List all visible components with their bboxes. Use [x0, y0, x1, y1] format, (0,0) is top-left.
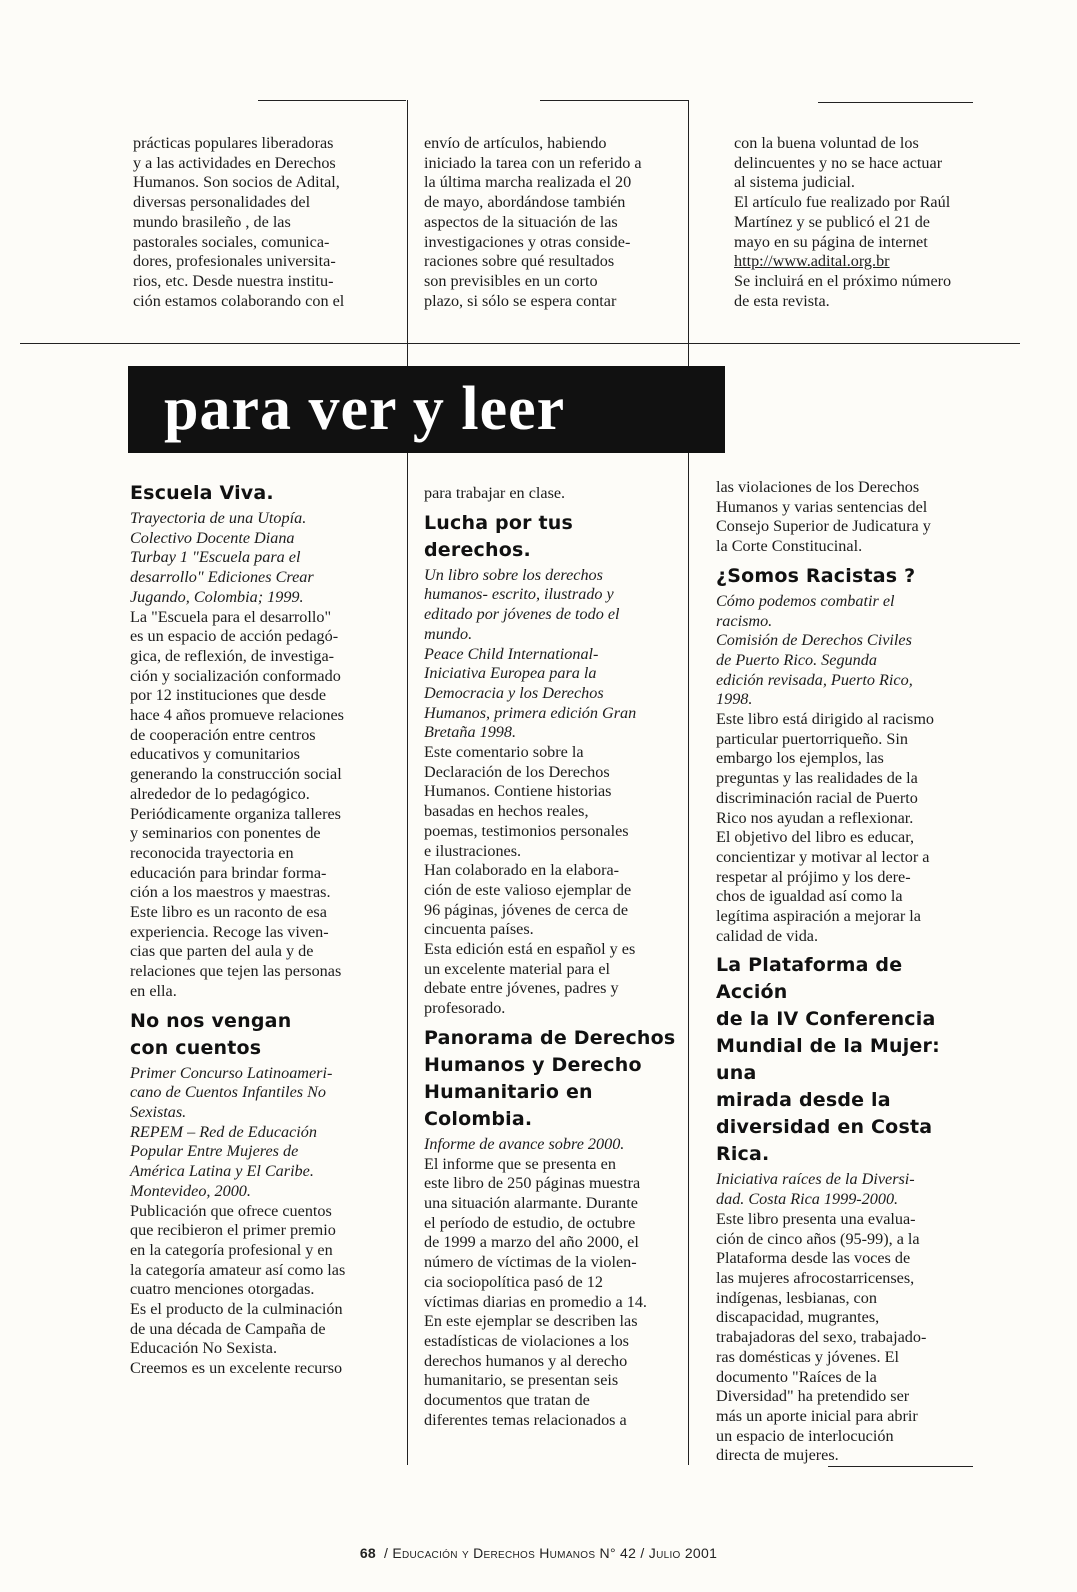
text-line: ción de cinco años (95-99), a la — [716, 1229, 920, 1248]
text-line: prácticas populares liberadoras — [133, 134, 334, 152]
text-line: legítima aspiración a mejorar la — [716, 907, 921, 926]
column-1 — [130, 480, 400, 1379]
text-line: editado por jóvenes de todo el — [424, 605, 620, 624]
text-line: Popular Entre Mujeres de — [130, 1142, 299, 1161]
heading-lucha-por-tus-derechos: Lucha por tus derechos. — [424, 511, 574, 561]
plataforma-reference — [716, 1170, 978, 1209]
text-line: un espacio de interlocución — [716, 1426, 894, 1445]
text-line: la Corte Constitucinal. — [716, 537, 863, 556]
text-line: las mujeres afrocostarricenses, — [716, 1268, 915, 1287]
text-line: de Puerto Rico. Segunda — [716, 650, 877, 669]
text-line: cincuenta países. — [424, 920, 534, 939]
text-line: número de víctimas de la violen- — [424, 1253, 637, 1272]
text-line: 1998. — [716, 690, 753, 709]
text-line: son previsibles en un corto — [424, 271, 598, 290]
text-line: ción y socialización conformado — [130, 666, 341, 685]
text-line: ción a los maestros y maestras. — [130, 883, 331, 902]
text-line: educación para brindar forma- — [130, 863, 327, 882]
text-line: al sistema judicial. — [734, 173, 855, 192]
text-line: plazo, si sólo se espera contar — [424, 291, 617, 310]
top-column-1 — [133, 134, 403, 311]
column-divider-1 — [407, 100, 408, 1465]
text-line: desarrollo" Ediciones Crear — [130, 568, 314, 587]
text-line: trabajadoras del sexo, trabajado- — [716, 1328, 927, 1347]
text-line: respetar al prójimo y los dere- — [716, 867, 911, 886]
text-line: embargo los ejemplos, las — [716, 749, 884, 768]
text-line: en la categoría profesional y en — [130, 1240, 333, 1259]
text-line: Montevideo, 2000. — [130, 1181, 251, 1200]
text-line: mirada desde la — [716, 1089, 891, 1112]
text-line: cia sociopolítica pasó de 12 — [424, 1272, 603, 1291]
section-banner: para ver y leer — [128, 366, 725, 453]
text-line: estadísticas de violaciones a los — [424, 1331, 629, 1350]
text-line: Rico nos ayudan a reflexionar. — [716, 808, 914, 827]
text-line: delincuentes y no se hace actuar — [734, 153, 943, 172]
footer-publication: / Educación y Derechos Humanos N° 42 / Julio 2001 — [384, 1545, 718, 1561]
text-line: rios, etc. Desde nuestra institu- — [133, 271, 334, 290]
text-line: El objetivo del libro es educar, — [716, 828, 915, 847]
no-nos-vengan-reference — [130, 1064, 400, 1202]
text-line: un excelente material para el — [424, 959, 611, 978]
text-line: este libro de 250 páginas muestra — [424, 1174, 641, 1193]
text-line: Humanos. Son socios de Adital, — [133, 173, 340, 192]
text-line: Es el producto de la culminación — [130, 1300, 343, 1319]
column-3-lead — [716, 478, 978, 557]
text-line: que recibieron el primer premio — [130, 1221, 336, 1240]
panorama-text — [424, 1155, 686, 1431]
text-line: raciones sobre qué resultados — [424, 252, 615, 271]
text-line: racismo. — [716, 611, 773, 630]
text-line: gica, de reflexión, de investiga- — [130, 646, 335, 665]
text-line: No nos vengan — [130, 1009, 292, 1032]
text-line: Sexistas. — [130, 1102, 187, 1121]
column-2-lead — [424, 484, 686, 504]
text-line: Primer Concurso Latinoameri- — [130, 1063, 333, 1082]
heading-escuela-viva: Escuela Viva. — [130, 482, 274, 504]
text-line: La "Escuela para el desarrollo" — [130, 607, 332, 626]
text-line: por 12 instituciones que desde — [130, 686, 327, 705]
text-line: con la buena voluntad de los — [734, 134, 919, 152]
text-line: preguntas y las realidades de la — [716, 769, 918, 788]
text-line: profesorado. — [424, 999, 506, 1018]
text-line: La Plataforma de Acción — [716, 954, 903, 1004]
text-line: Este comentario sobre la — [424, 743, 584, 762]
text-line: Colectivo Docente Diana — [130, 528, 295, 547]
text-line: REPEM – Red de Educación — [130, 1122, 317, 1141]
text-line: las violaciones de los Derechos — [716, 478, 920, 496]
text-line: hace 4 años promueve relaciones — [130, 706, 344, 725]
text-line: humanos- escrito, ilustrado y — [424, 585, 614, 604]
text-line: En este ejemplar se describen las — [424, 1312, 638, 1331]
text-line: diversas personalidades del — [133, 193, 311, 212]
text-line: edición revisada, Puerto Rico, — [716, 670, 913, 689]
text-line: el período de estudio, de octubre — [424, 1213, 636, 1232]
text-line: indígenas, lesbianas, con — [716, 1288, 877, 1307]
text-line: Diversidad" ha pretendido ser — [716, 1387, 910, 1406]
text-line: mundo. — [424, 624, 473, 643]
text-line: en ella. — [130, 981, 177, 1000]
text-line: debate entre jóvenes, padres y — [424, 979, 619, 998]
text-line: cuatro menciones otorgadas. — [130, 1280, 315, 1299]
no-nos-vengan-text — [130, 1202, 400, 1379]
text-line: Plataforma desde las voces de — [716, 1249, 911, 1268]
text-line: Periódicamente organiza talleres — [130, 804, 341, 823]
text-line: calidad de vida. — [716, 926, 819, 945]
column-divider-2 — [688, 100, 689, 1465]
text-line: de una década de Campaña de — [130, 1319, 326, 1338]
heading-somos-racistas: ¿Somos Racistas ? — [716, 564, 916, 587]
text-line: educativos y comunitarios — [130, 745, 300, 764]
text-line: Un libro sobre los derechos — [424, 565, 603, 584]
text-line: Este libro presenta una evalua- — [716, 1209, 916, 1228]
text-line: aspectos de la situación de las — [424, 212, 618, 231]
text-line: ción estamos colaborando con el — [133, 291, 345, 310]
text-line: basadas en hechos reales, — [424, 802, 589, 821]
page-number: 68 — [359, 1545, 376, 1561]
panorama-reference — [424, 1135, 686, 1155]
text-line: Democracia y los Derechos — [424, 683, 604, 702]
text-line: de mayo, abordándose también — [424, 193, 626, 212]
lucha-text — [424, 743, 686, 1019]
top-rule-left — [258, 100, 406, 101]
text-line: Comisión de Derechos Civiles — [716, 631, 912, 650]
text-line: diferentes temas relacionados a — [424, 1410, 627, 1429]
text-line: envío de artículos, habiendo — [424, 134, 607, 152]
text-line: Cómo podemos combatir el — [716, 591, 895, 610]
text-line: El informe que se presenta en — [424, 1154, 616, 1173]
text-line: una situación alarmante. Durante — [424, 1193, 638, 1212]
text-line: Bretaña 1998. — [424, 723, 517, 742]
text-line: de esta revista. — [734, 291, 830, 310]
text-line: directa de mujeres. — [716, 1446, 839, 1465]
text-line: Turbay 1 "Escuela para el — [130, 548, 301, 567]
text-line: ras domésticas y jóvenes. El — [716, 1347, 899, 1366]
text-line: es un espacio de acción pedagó- — [130, 627, 339, 646]
text-line: mayo en su página de internet — [734, 232, 928, 251]
text-line: particular puertorriqueño. Sin — [716, 729, 908, 748]
heading-plataforma-de-accion — [716, 952, 978, 1168]
text-line: Se incluirá en el próximo número — [734, 271, 952, 290]
text-line: Humanos y Derecho — [424, 1053, 642, 1076]
text-line: generando la construcción social — [130, 765, 342, 784]
top-column-3 — [734, 134, 984, 311]
upper-section-rule — [20, 343, 1020, 344]
text-line: pastorales sociales, comunica- — [133, 232, 330, 251]
text-line: documento "Raíces de la — [716, 1367, 877, 1386]
escuela-viva-reference — [130, 509, 400, 608]
heading-no-nos-vengan — [130, 1008, 400, 1062]
text-line: Este libro está dirigido al racismo — [716, 710, 935, 729]
somos-racistas-reference — [716, 592, 978, 710]
text-line: 96 páginas, jóvenes de cerca de — [424, 900, 629, 919]
text-line: Humanos, primera edición Gran — [424, 703, 637, 722]
text-line: diversidad en Costa Rica. — [716, 1116, 933, 1166]
text-line: y a las actividades en Derechos — [133, 153, 336, 172]
text-line: Educación No Sexista. — [130, 1339, 277, 1358]
top-rule-right — [818, 102, 973, 103]
bottom-rule — [828, 1466, 973, 1467]
text-line: Creemos es un excelente recurso — [130, 1359, 343, 1378]
plataforma-text — [716, 1210, 978, 1466]
top-column-2 — [424, 134, 686, 311]
somos-racistas-text — [716, 710, 978, 946]
text-line: Mundial de la Mujer: una — [716, 1035, 940, 1085]
text-line: derechos humanos y al derecho — [424, 1351, 628, 1370]
text-line: América Latina y El Caribe. — [130, 1162, 314, 1181]
text-line: de la IV Conferencia — [716, 1008, 936, 1031]
text-line: víctimas diarias en promedio a 14. — [424, 1292, 647, 1311]
page-footer — [0, 1545, 1077, 1561]
text-line: más un aporte inicial para abrir — [716, 1406, 918, 1425]
heading-panorama — [424, 1025, 686, 1133]
text-line: mundo brasileño , de las — [133, 212, 291, 231]
text-line: Iniciativa raíces de la Diversi- — [716, 1170, 915, 1189]
top-column-3-footer — [734, 272, 984, 311]
text-line: relaciones que tejen las personas — [130, 962, 342, 981]
text-line: e ilustraciones. — [424, 841, 522, 860]
text-line: Declaración de los Derechos — [424, 762, 610, 781]
text-line: Trayectoria de una Utopía. — [130, 509, 307, 527]
top-rule-mid — [540, 100, 688, 101]
column-3 — [716, 478, 978, 1466]
text-line: dores, profesionales universita- — [133, 252, 336, 271]
text-line: concientizar y motivar al lector a — [716, 847, 930, 866]
text-line: dad. Costa Rica 1999-2000. — [716, 1190, 899, 1209]
text-line: Informe de avance sobre 2000. — [424, 1134, 625, 1153]
text-line: reconocida trayectoria en — [130, 843, 294, 862]
text-line: para trabajar en clase. — [424, 484, 566, 502]
text-line: la última marcha realizada el 20 — [424, 173, 632, 192]
text-line: Peace Child International- — [424, 644, 599, 663]
text-line: Martínez y se publicó el 21 de — [734, 212, 930, 231]
text-line: iniciado la tarea con un referido a — [424, 153, 642, 172]
text-line: Esta edición está en español y es — [424, 940, 636, 959]
text-line: cias que parten del aula y de — [130, 942, 314, 961]
top-column-3-text — [734, 134, 984, 252]
text-line: Publicación que ofrece cuentos — [130, 1201, 332, 1220]
text-line: alrededor de lo pedagógico. — [130, 784, 310, 803]
text-line: Consejo Superior de Judicatura y — [716, 517, 931, 536]
text-line: Han colaborado en la elabora- — [424, 861, 620, 880]
text-line: investigaciones y otras conside- — [424, 232, 631, 251]
text-line: ción de este valioso ejemplar de — [424, 880, 632, 899]
text-line: y seminarios con ponentes de — [130, 824, 321, 843]
text-line: El artículo fue realizado por Raúl — [734, 193, 951, 212]
lucha-reference — [424, 566, 686, 743]
text-line: discriminación racial de Puerto — [716, 788, 918, 807]
text-line: de 1999 a marzo del año 2000, el — [424, 1233, 639, 1252]
text-line: Panorama de Derechos — [424, 1026, 676, 1049]
text-line: la categoría amateur así como las — [130, 1260, 346, 1279]
text-line: Humanos. Contiene historias — [424, 782, 612, 801]
text-line: poemas, testimonios personales — [424, 821, 629, 840]
text-line: chos de igualdad así como la — [716, 887, 903, 906]
text-line: discapacidad, mugrantes, — [716, 1308, 880, 1327]
text-line: cano de Cuentos Infantiles No — [130, 1083, 327, 1102]
text-line: Este libro es un raconto de esa — [130, 903, 327, 922]
text-line: humanitario, se presentan seis — [424, 1371, 619, 1390]
text-line: Jugando, Colombia; 1999. — [130, 587, 304, 606]
escuela-viva-text — [130, 608, 400, 1002]
text-line: de cooperación entre centros — [130, 725, 316, 744]
text-line: documentos que tratan de — [424, 1391, 590, 1410]
column-2 — [424, 484, 686, 1430]
text-line: con cuentos — [130, 1036, 262, 1059]
text-line: Iniciativa Europea para la — [424, 664, 597, 683]
text-line: experiencia. Recoge las viven- — [130, 922, 329, 941]
text-line: Humanos y varias sentencias del — [716, 497, 928, 516]
adital-link[interactable]: http://www.adital.org.br — [734, 252, 890, 271]
text-line: Humanitario en Colombia. — [424, 1080, 593, 1130]
